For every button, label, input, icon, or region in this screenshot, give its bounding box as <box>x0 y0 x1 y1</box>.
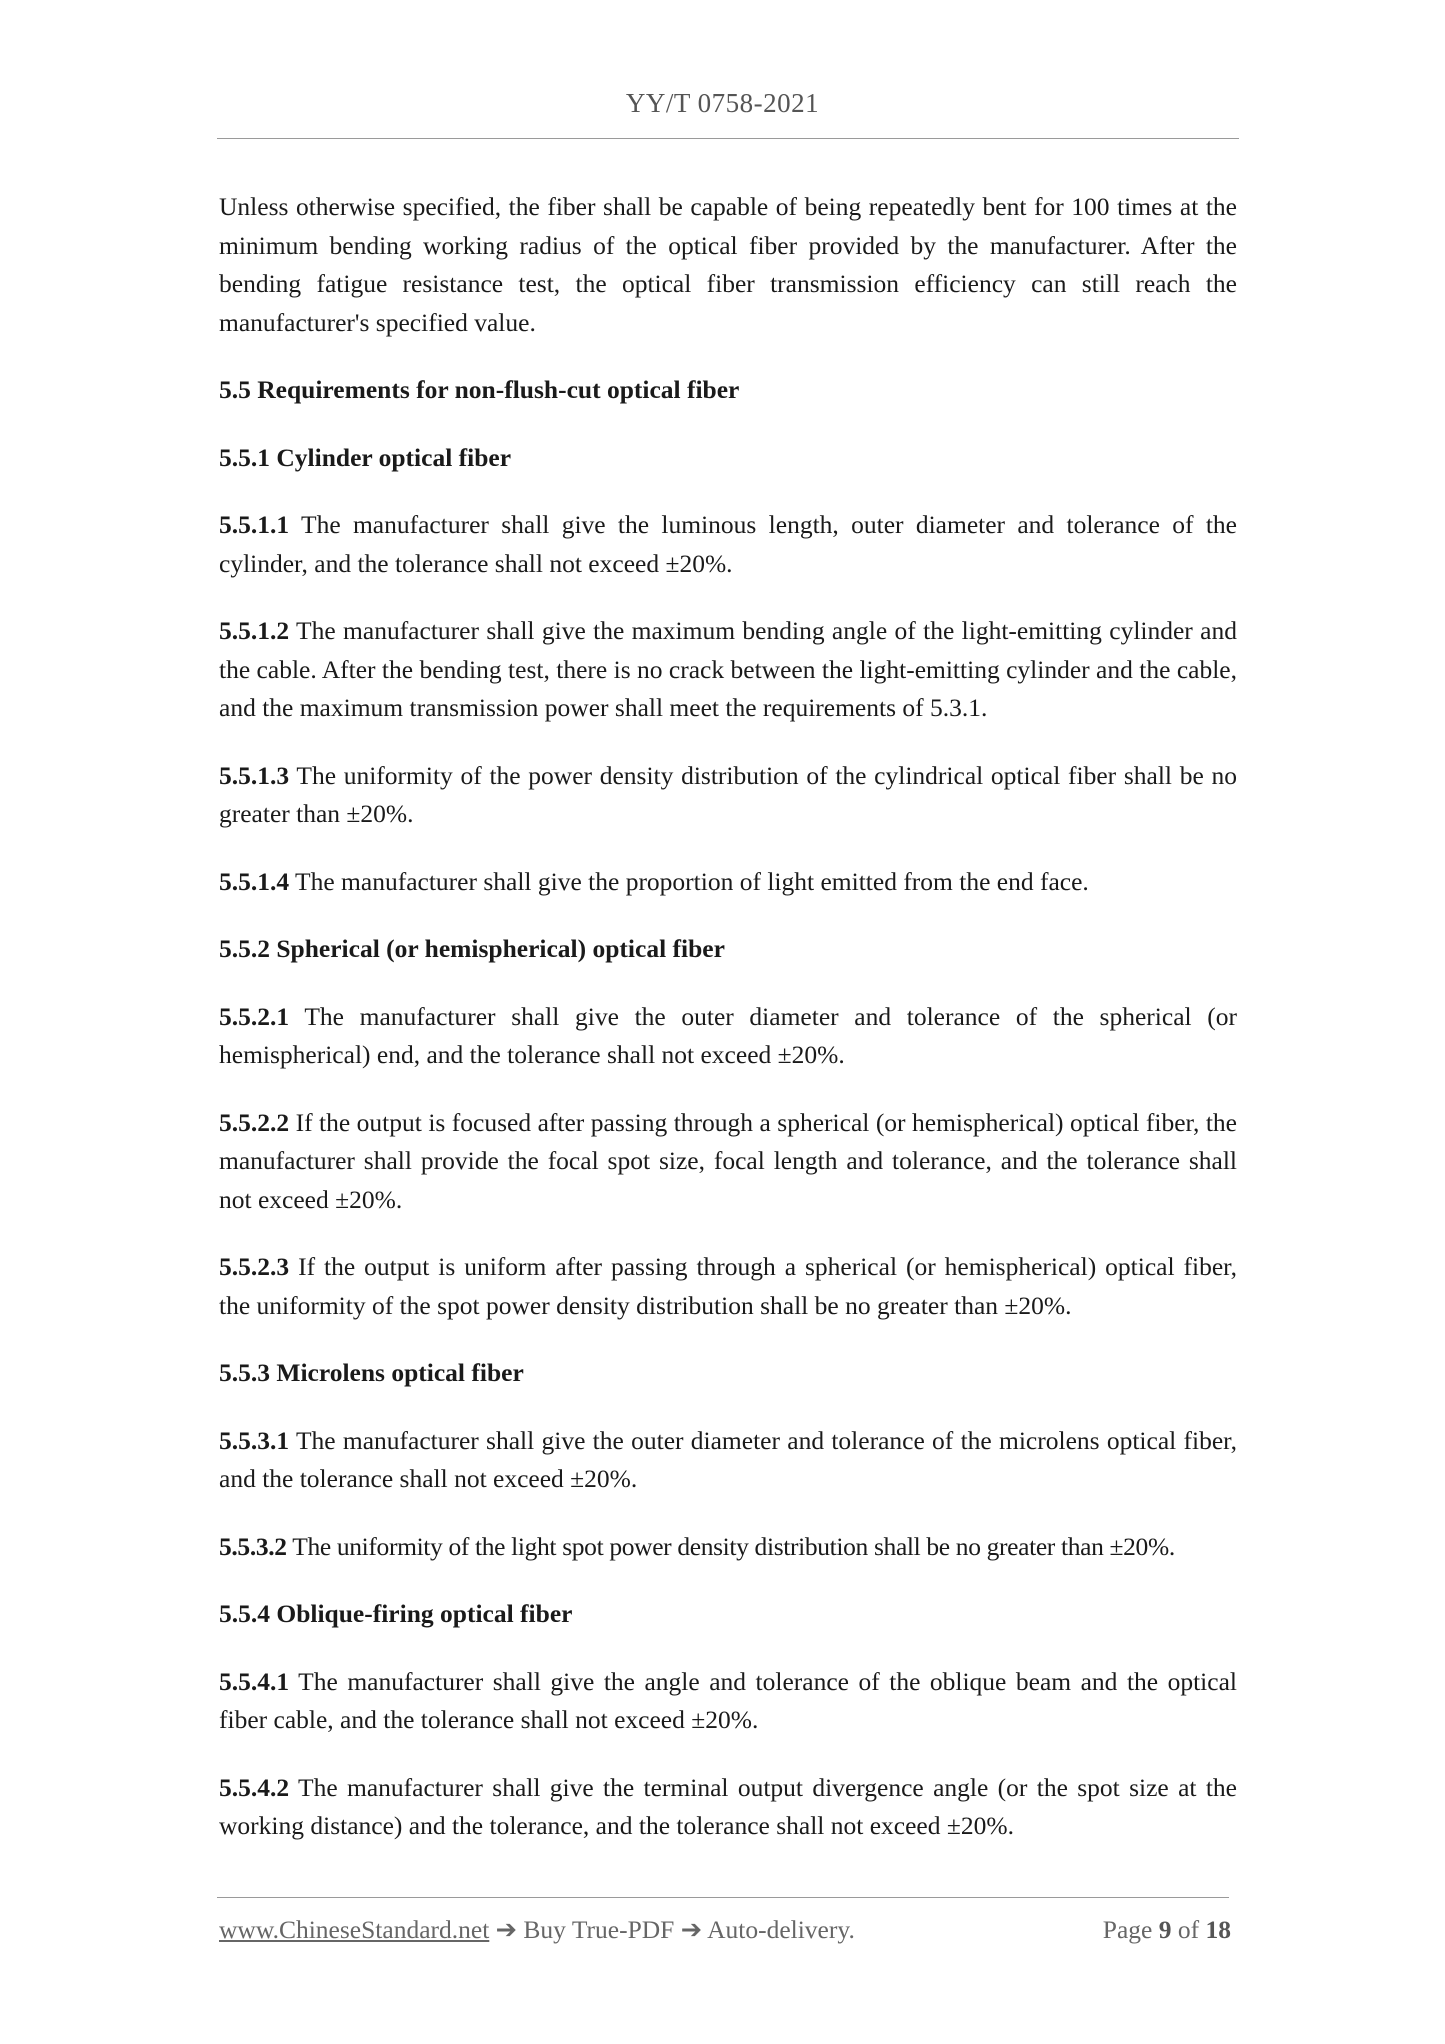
clause-text: The uniformity of the light spot power density distribution shall be no greater than ±20%. <box>286 1531 1175 1561</box>
clause-5-5-2-2 <box>219 1104 1237 1220</box>
clause-number: 5.5.3.1 <box>219 1425 290 1455</box>
clause-number: 5.5.3.2 <box>219 1531 287 1561</box>
auto-delivery-text: Auto-delivery. <box>707 1915 855 1944</box>
clause-number: 5.5.2.3 <box>219 1252 290 1281</box>
clause-text: If the output is uniform after passing through a spherical (or hemispherical) optical fiber, the uniformity of the spot power density distribution shall be no greater than ±20%. <box>219 1252 1237 1320</box>
chinese-standard-link[interactable]: www.ChineseStandard.net <box>219 1915 490 1944</box>
clause-text: The manufacturer shall give the luminous length, outer diameter and tolerance of the cylinder, and the tolerance shall not exceed ±20%. <box>219 510 1237 578</box>
header-divider <box>217 138 1239 139</box>
clause-text: The manufacturer shall give the proportion of light emitted from the end face. <box>289 866 1089 896</box>
clause-text: If the output is focused after passing through a spherical (or hemispherical) optical fiber, the manufacturer shall provide the focal spot size, focal length and tolerance, and the tolerance shall not exceed ±20%. <box>219 1107 1237 1214</box>
clause-text: The manufacturer shall give the outer diameter and tolerance of the microlens optical fiber, and the tolerance shall not exceed ±20%. <box>219 1425 1237 1493</box>
clause-number: 5.5.1.4 <box>219 866 290 896</box>
clause-5-5-3-2 <box>219 1528 1237 1567</box>
of-word: of <box>1171 1915 1206 1944</box>
clause-5-5-4-2 <box>219 1769 1237 1846</box>
section-heading-5-5-3: 5.5.3 Microlens optical fiber <box>219 1358 524 1387</box>
clause-5-5-2-3 <box>219 1248 1237 1325</box>
buy-pdf-text: Buy True-PDF <box>523 1915 675 1944</box>
page-word: Page <box>1102 1915 1159 1944</box>
document-body <box>219 188 1237 1875</box>
clause-number: 5.5.1.1 <box>219 510 290 539</box>
footer-divider <box>217 1897 1229 1898</box>
arrow-right-icon: ➔ <box>489 1915 524 1944</box>
clause-text: The manufacturer shall give the angle and tolerance of the oblique beam and the optical fiber cable, and the tolerance shall not exceed ±20%. <box>219 1666 1237 1734</box>
arrow-right-icon: ➔ <box>674 1915 708 1944</box>
section-heading-5-5-2: 5.5.2 Spherical (or hemispherical) optical fiber <box>219 934 725 963</box>
clause-text: The manufacturer shall give the outer diameter and tolerance of the spherical (or hemispherical) end, and the tolerance shall not exceed ±20%. <box>219 1001 1237 1069</box>
clause-5-5-1-2 <box>219 612 1237 728</box>
section-heading-5-5: 5.5 Requirements for non-flush-cut optical fiber <box>219 375 740 404</box>
clause-5-5-4-1 <box>219 1663 1237 1740</box>
clause-text: The manufacturer shall give the terminal output divergence angle (or the spot size at the working distance) and the tolerance, and the tolerance shall not exceed ±20%. <box>219 1772 1237 1840</box>
intro-paragraph: Unless otherwise specified, the fiber shall be capable of being repeatedly bent for 100 times at the minimum bending working radius of the optical fiber provided by the manufacturer. After the bending fatigue resistance test, the optical fiber transmission efficiency can still reach the manufacturer's specified value. <box>219 192 1237 337</box>
section-heading-5-5-4: 5.5.4 Oblique-firing optical fiber <box>219 1599 573 1628</box>
clause-number: 5.5.1.2 <box>219 616 290 645</box>
document-header-title: YY/T 0758-2021 <box>625 88 820 118</box>
footer-promo <box>219 1915 855 1945</box>
clause-number: 5.5.2.2 <box>219 1107 290 1137</box>
clause-5-5-1-1 <box>219 506 1237 583</box>
clause-number: 5.5.1.3 <box>219 760 290 790</box>
clause-text: The uniformity of the power density distribution of the cylindrical optical fiber shall be no greater than ±20%. <box>219 760 1237 828</box>
clause-5-5-3-1 <box>219 1422 1237 1499</box>
current-page-number: 9 <box>1158 1915 1172 1944</box>
clause-5-5-1-3 <box>219 757 1237 834</box>
clause-number: 5.5.4.1 <box>219 1666 290 1696</box>
clause-5-5-1-4 <box>219 863 1237 902</box>
clause-5-5-2-1 <box>219 998 1237 1075</box>
total-pages-number: 18 <box>1205 1915 1231 1944</box>
section-heading-5-5-1: 5.5.1 Cylinder optical fiber <box>219 442 512 472</box>
page-indicator <box>1103 1915 1231 1945</box>
clause-number: 5.5.4.2 <box>219 1772 290 1802</box>
clause-text: The manufacturer shall give the maximum bending angle of the light-emitting cylinder and the cable. After the bending test, there is no crack between the light-emitting cylinder and the cable, and the maximum transmission power shall meet the requirements of 5.3.1. <box>219 616 1237 722</box>
clause-number: 5.5.2.1 <box>219 1001 290 1031</box>
